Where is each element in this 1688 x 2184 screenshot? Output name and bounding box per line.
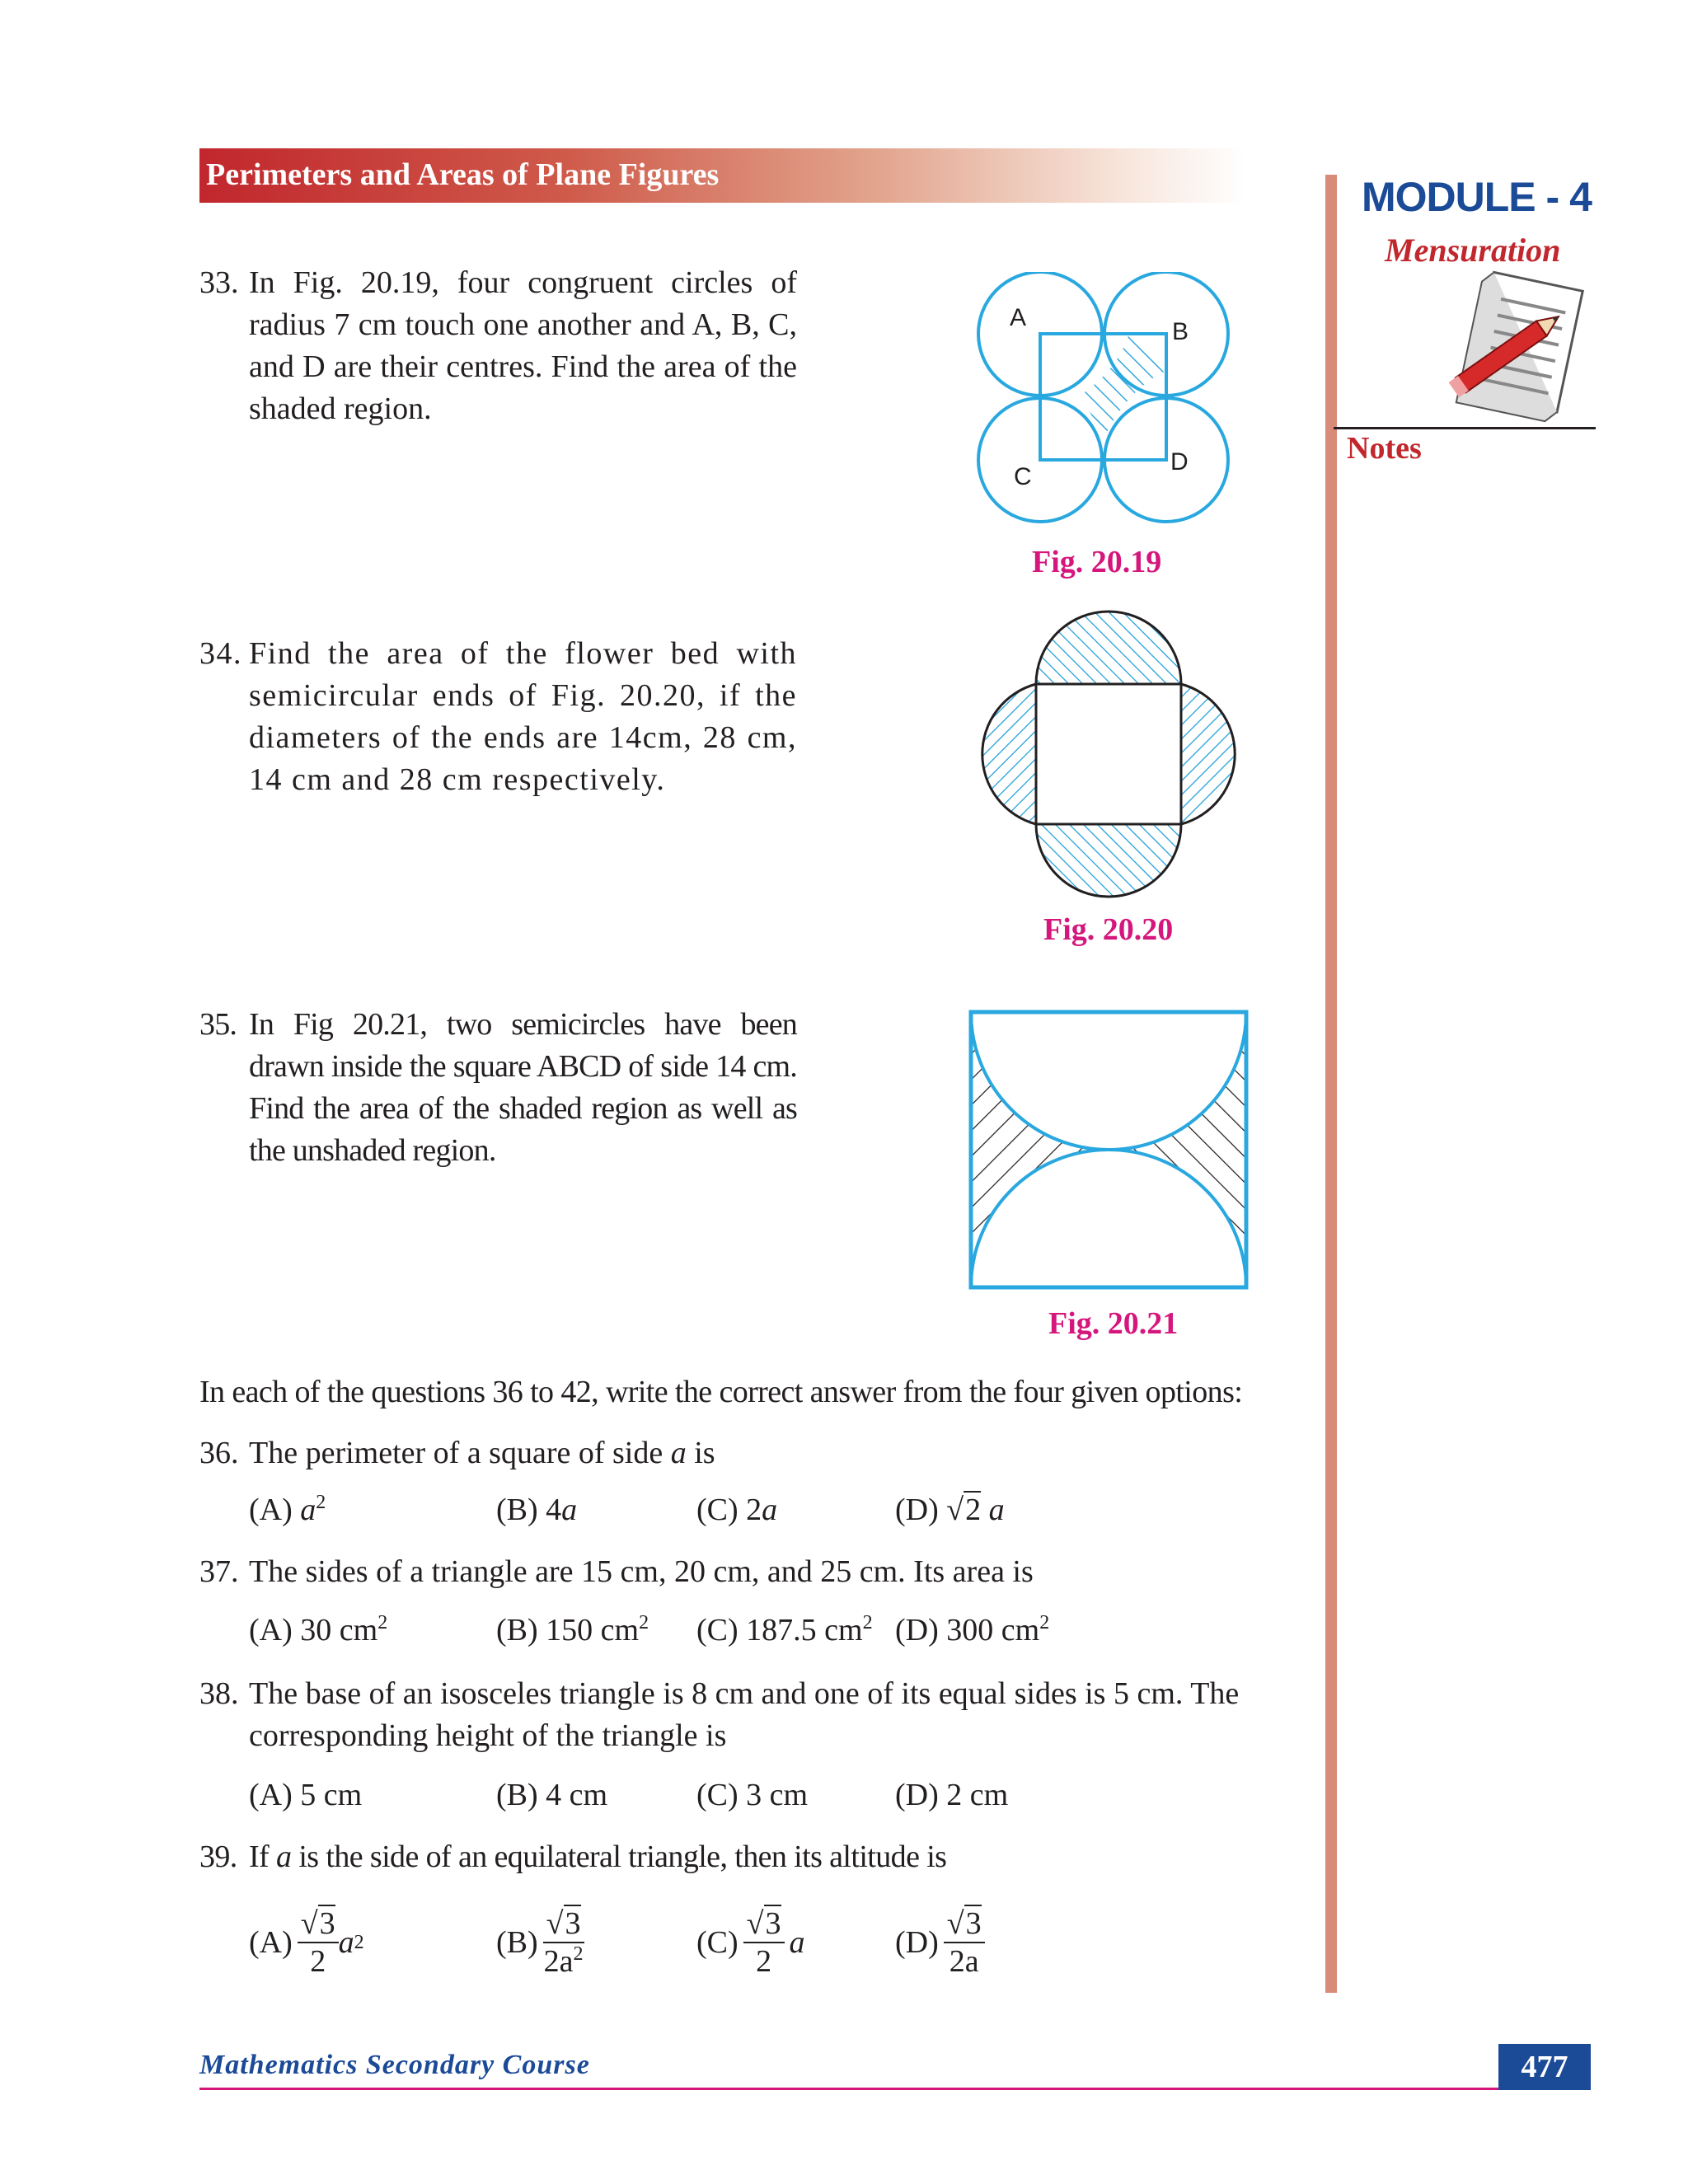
centre-label-a: A [1010, 304, 1027, 331]
page-number: 477 [1498, 2044, 1591, 2090]
figure-20-21 [966, 1007, 1251, 1292]
option-c: (C) 2a [696, 1493, 778, 1527]
figure-caption: Fig. 20.20 [1043, 912, 1174, 947]
option-d: (D) 2 cm [895, 1778, 1009, 1812]
centre-label-b: B [1172, 318, 1189, 345]
notes-pencil-icon [1434, 262, 1599, 427]
option-d: (D) $\frac{√3}{2a}$ [895, 1905, 985, 1980]
question-34 [199, 633, 797, 801]
option-c: (C) 3 cm [696, 1778, 809, 1812]
centre-label-d: D [1170, 448, 1189, 476]
sqrt-symbol: √ [946, 1493, 964, 1527]
option-c: (C) $\frac{√3}{2}$ a [696, 1906, 805, 1979]
module-subtitle: Mensuration [1385, 232, 1561, 269]
option-a: (A) 30 $cm^2$ [249, 1612, 388, 1647]
notes-rule [1334, 427, 1596, 429]
option-b: (B) 150 $cm^2$ [496, 1612, 649, 1647]
option-d: (D) √2 a [895, 1493, 1005, 1527]
question-number: 39. [199, 1840, 237, 1874]
question-stem-prefix: If [249, 1840, 270, 1874]
variable: a [670, 1436, 687, 1470]
chapter-title: Perimeters and Areas of Plane Figures [206, 157, 720, 192]
figure-20-20 [956, 600, 1269, 921]
question-39 [199, 1836, 1320, 1878]
mcq-instruction: In each of the questions 36 to 42, write the correct answer from the four given options: [199, 1375, 1243, 1409]
question-number: 33. [199, 265, 239, 300]
question-number: 36. [199, 1436, 239, 1470]
question-35 [199, 1004, 797, 1172]
question-number: 37. [199, 1554, 239, 1589]
footer-rule [199, 2088, 1591, 2090]
option-b: (B) 4a [496, 1493, 578, 1527]
option-a: (A) $\frac{√3}{2}$ a 2 [249, 1906, 364, 1979]
figure-20-19 [964, 272, 1236, 536]
question-number: 34. [199, 636, 242, 671]
question-stem: is the side of an equilateral triangle, then its altitude is [298, 1840, 947, 1874]
question-number: 38. [199, 1676, 239, 1711]
module-title: MODULE - 4 [1362, 174, 1592, 220]
variable: a [276, 1840, 292, 1874]
option-a: (A) 5 cm [249, 1778, 363, 1812]
question-text: Find the area of the flower bed with semicircular ends of Fig. 20.20, if the diameters of the ends are 14cm, 28 cm, 14 cm and 28 cm respectively. [249, 636, 797, 797]
question-stem: The base of an isosceles triangle is 8 cm and one of its equal sides is 5 cm. The corresponding height of the triangle is [249, 1676, 1240, 1753]
question-36 [199, 1432, 1320, 1474]
question-stem-end: is [694, 1436, 715, 1470]
question-37 [199, 1551, 1320, 1593]
option-c: (C) 187.5 $cm^2$ [696, 1612, 873, 1647]
option-d: (D) 300 $cm^2$ [895, 1612, 1050, 1647]
margin-divider [1325, 175, 1337, 1993]
question-33 [199, 262, 797, 430]
footer-title: Mathematics Secondary Course [199, 2050, 590, 2080]
figure-caption: Fig. 20.19 [1032, 545, 1162, 579]
option-a: (A) $a^2$ [249, 1492, 326, 1527]
option-b: (B) 4 cm [496, 1778, 608, 1812]
question-stem: The sides of a triangle are 15 cm, 20 cm, and 25 cm. Its area is [249, 1554, 1034, 1589]
question-text: In Fig. 20.19, four congruent circles of radius 7 cm touch one another and A, B, C, and D are their centres. Find the area of the shaded region. [249, 265, 797, 426]
figure-caption: Fig. 20.21 [1048, 1306, 1179, 1341]
question-number: 35. [199, 1007, 237, 1042]
question-text: In Fig 20.21, two semicircles have been drawn inside the square ABCD of side 14 cm. Find the area of the shaded region as well as the unshaded region. [249, 1007, 797, 1168]
centre-label-c: C [1014, 463, 1032, 490]
question-stem: The perimeter of a square of side [249, 1436, 663, 1470]
option-b: (B) $\frac{√3}{2a^2}$ [496, 1906, 584, 1979]
question-38 [199, 1673, 1304, 1757]
notes-label: Notes [1347, 430, 1427, 466]
